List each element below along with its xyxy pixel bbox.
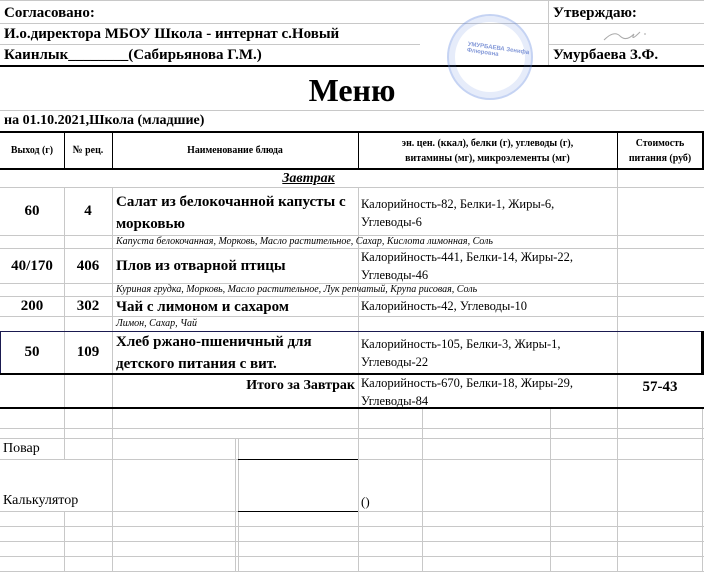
nutrition-cell: Калорийность-105, Белки-3, Жиры-1, Углеводы-22: [361, 337, 561, 369]
col-header-recipe: № рец.: [72, 144, 104, 156]
nutrition-cell: Калорийность-441, Белки-14, Жиры-22, Углеводы-46: [361, 250, 574, 282]
approve-label: Утверждаю:: [553, 5, 637, 21]
agreed-label: Согласовано:: [4, 5, 95, 21]
cook-label: Повар: [3, 441, 40, 456]
agreed-line-2: Каинлык________(Сабирьянова Г.М.): [4, 47, 262, 63]
col-header-nutrition: эн. цен. (ккал), белки (г), углеводы (г), витамины (мг), микроэлементы (мг): [401, 136, 574, 164]
approve-name: Умурбаева З.Ф.: [553, 47, 659, 63]
yield-cell: 60: [24, 203, 40, 219]
calculator-label: Калькулятор: [3, 493, 79, 508]
col-header-cost: Стоимость питания (руб): [628, 136, 692, 164]
total-label: Итого за Завтрак: [246, 378, 355, 393]
total-nutrition: Калорийность-670, Белки-18, Жиры-29, Углеводы-84: [361, 376, 574, 408]
yield-cell: 200: [20, 298, 44, 314]
page-title: Меню: [308, 72, 396, 108]
dish-name: Чай с лимоном и сахаром: [116, 299, 290, 315]
recipe-cell: 109: [76, 344, 100, 360]
dish-name: Салат из белокочанной капусты с морковью: [116, 194, 346, 232]
dish-name: Плов из отварной птицы: [116, 258, 286, 274]
yield-cell: 40/170: [11, 257, 53, 274]
agreed-line-1: И.о.директора МБОУ Школа - интернат с.Новый: [4, 26, 340, 42]
nutrition-cell: Калорийность-82, Белки-1, Жиры-6, Углеводы-6: [361, 197, 555, 229]
col-header-dish: Наименование блюда: [187, 144, 283, 156]
signature: [600, 26, 660, 44]
calculator-value: (): [361, 494, 370, 509]
dish-name: Хлеб ржано-пшеничный для детского питания с вит.: [116, 334, 312, 372]
ingredients: Лимон, Сахар, Чай: [116, 318, 198, 329]
ingredients: Капуста белокочанная, Морковь, Масло растительное, Сахар, Кислота лимонная, Соль: [116, 236, 493, 247]
col-header-yield: Выход (г): [10, 144, 54, 156]
subtitle: на 01.10.2021,Школа (младшие): [4, 113, 205, 128]
recipe-cell: 302: [76, 298, 100, 314]
yield-cell: 50: [24, 344, 40, 360]
recipe-cell: 406: [76, 257, 100, 274]
total-cost: 57-43: [642, 378, 678, 395]
recipe-cell: 4: [84, 203, 92, 219]
section-breakfast: Завтрак: [282, 170, 335, 186]
nutrition-cell: Калорийность-42, Углеводы-10: [361, 299, 527, 313]
ingredients: Куриная грудка, Морковь, Масло растительное, Лук репчатый, Крупа рисовая, Соль: [116, 284, 478, 295]
stamp-seal: УМУРБАЕВА Зенифа Флюровна: [447, 14, 533, 100]
